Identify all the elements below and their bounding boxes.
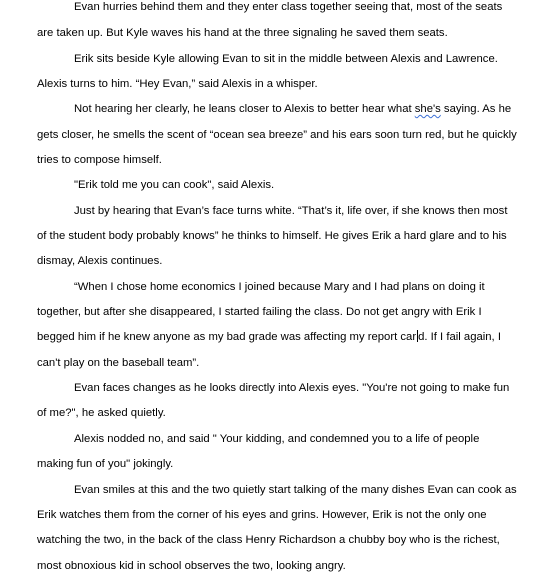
- text-line: Evan hurries behind them and they enter class together seeing that, most of the seats: [74, 1, 503, 13]
- text-line: are taken up. But Kyle waves his hand at the three signaling he saved them seats.: [37, 27, 448, 39]
- text-line: of the student body probably knows” he thinks to himself. He gives Erik a hard glare and to his: [37, 230, 507, 242]
- text-cursor: [417, 330, 418, 342]
- text-line: watching the two, in the back of the class Henry Richardson a chubby boy who is the richest,: [37, 534, 500, 546]
- text-line: Alexis turns to him. “Hey Evan,” said Alexis in a whisper.: [37, 78, 318, 90]
- text-line: “When I chose home economics I joined because Mary and I had plans on doing it: [74, 281, 485, 293]
- text-line: Evan smiles at this and the two quietly start talking of the many dishes Evan can cook as: [74, 484, 517, 496]
- text-line: "Erik told me you can cook", said Alexis.: [74, 179, 275, 191]
- text-line: gets closer, he smells the scent of “ocean sea breeze” and his ears soon turn red, but he quickly: [37, 129, 517, 141]
- text-line: Erik watches them from the corner of his eyes and grins. However, Erik is not the only one: [37, 509, 487, 521]
- text-line: dismay, Alexis continues.: [37, 255, 163, 267]
- text-line: together, but after she disappeared, I started failing the class. Do not get angry with Erik I: [37, 306, 482, 318]
- text-line: Alexis nodded no, and said " Your kidding, and condemned you to a life of people: [74, 433, 480, 445]
- spellcheck-flagged-word[interactable]: she's: [414, 103, 441, 115]
- text-line: Not hearing her clearly, he leans closer to Alexis to better hear what she's saying. As he: [74, 103, 512, 115]
- text-line: of me?", he asked quietly.: [37, 407, 166, 419]
- text-line: can't play on the baseball team”.: [37, 357, 200, 369]
- text-line: tries to compose himself.: [37, 154, 162, 166]
- text-line: Just by hearing that Evan’s face turns white. “That’s it, life over, if she knows then most: [74, 205, 508, 217]
- text-line: Evan faces changes as he looks directly into Alexis eyes. "You're not going to make fun: [74, 382, 510, 394]
- text-line: begged him if he knew anyone as my bad grade was affecting my report car d. If I fail again, I: [37, 331, 501, 343]
- text-line: most obnoxious kid in school observes the two, looking angry.: [37, 560, 346, 572]
- text-line: making fun of you" jokingly.: [37, 458, 174, 470]
- text-line: Erik sits beside Kyle allowing Evan to sit in the middle between Alexis and Lawrence.: [74, 53, 498, 65]
